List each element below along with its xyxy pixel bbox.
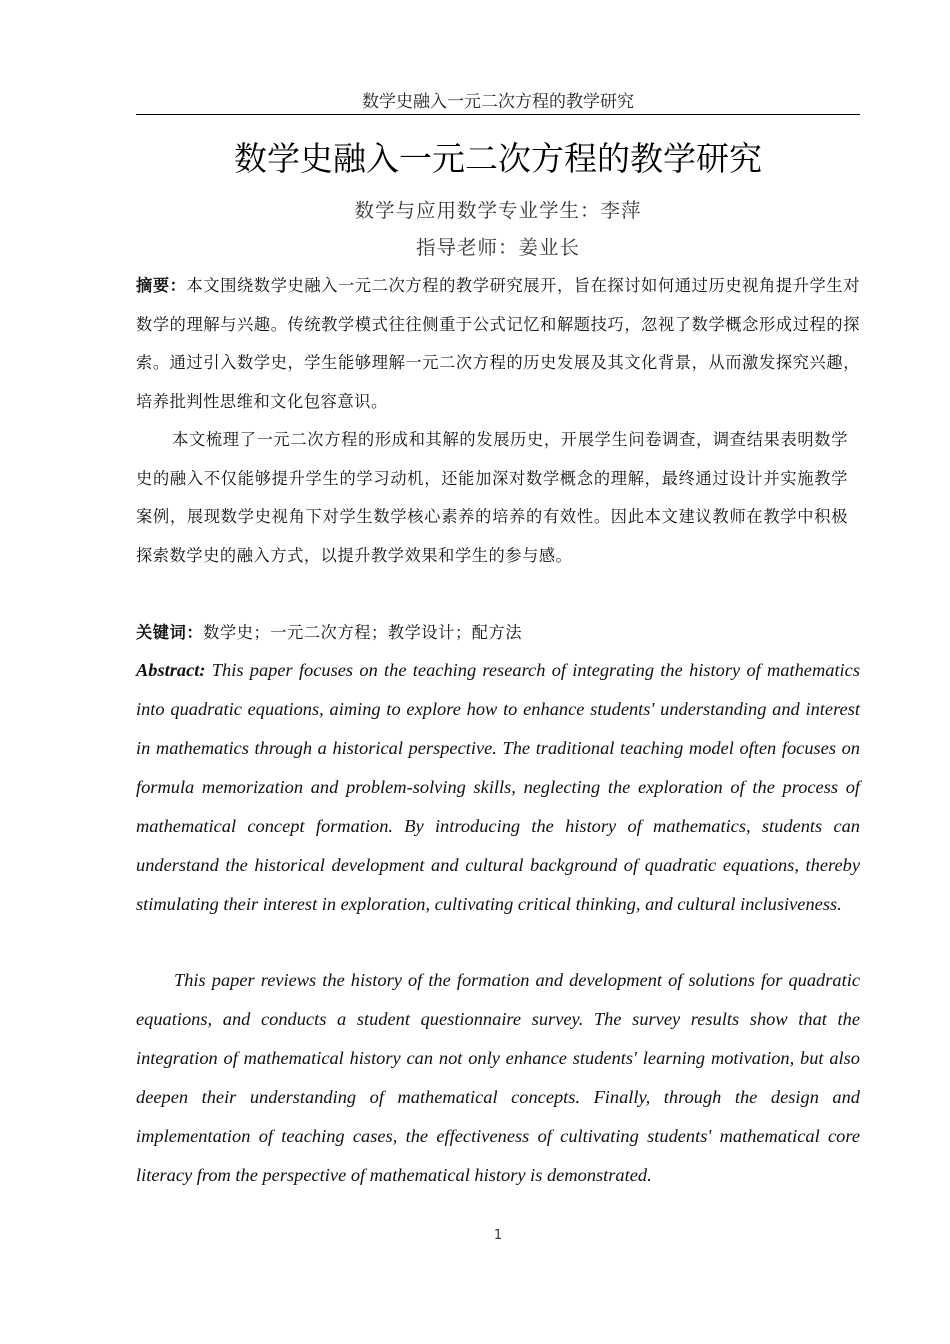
page-title: 数学史融入一元二次方程的教学研究 bbox=[234, 139, 762, 178]
abstract-cn-label: 摘要： bbox=[136, 276, 187, 295]
abstract-cn-text-2: 本文梳理了一元二次方程的形成和其解的发展历史，开展学生问卷调查，调查结果表明数学史的融入不仅能够提升学生的学习动机，还能加深对数学概念的理解，最终通过设计并实施教学案例，展现数学史视角下对学生数学核心素养的培养的有效性。因此本文建议教师在教学中积极探索数学史的融入方式，以提升教学效果和学生的参与感。 bbox=[136, 430, 848, 565]
abstract-cn-paragraph-2 bbox=[136, 421, 848, 575]
page-number: 1 bbox=[493, 1228, 503, 1243]
header-rule bbox=[136, 114, 860, 115]
keywords-line bbox=[136, 614, 860, 653]
abstract-cn-text-1: 本文围绕数学史融入一元二次方程的教学研究展开，旨在探讨如何通过历史视角提升学生对数学的理解与兴趣。传统教学模式往往侧重于公式记忆和解题技巧，忽视了数学概念形成过程的探索。通过引入数学史，学生能够理解一元二次方程的历史发展及其文化背景，从而激发探究兴趣，培养批判性思维和文化包容意识。 bbox=[136, 276, 860, 411]
running-header: 数学史融入一元二次方程的教学研究 bbox=[362, 92, 634, 112]
keywords-label: 关键词： bbox=[136, 623, 204, 642]
abstract-en-paragraph-1 bbox=[136, 651, 860, 924]
abstract-en-text-1: This paper focuses on the teaching research of integrating the history of mathematics into quadratic equations, aiming to explore how to enhance students' understanding and interest in mathematics through a historical perspective. The traditional teaching model often focuses on formula memorization and problem-solving skills, neglecting the exploration of the process of mathematical concept formation. By introducing the history of mathematics, students can understand the historical development and cultural background of quadratic equations, thereby stimulating their interest in exploration, cultivating critical thinking, and cultural inclusiveness. bbox=[136, 660, 860, 914]
abstract-en-text-2: This paper reviews the history of the formation and development of solutions for quadratic equations, and conducts a student questionnaire survey. The survey results show that the integration of mathematical history can not only enhance students' learning motivation, but also deepen their understanding of mathematical concepts. Finally, through the design and implementation of teaching cases, the effectiveness of cultivating students' mathematical core literacy from the perspective of mathematical history is demonstrated. bbox=[136, 970, 860, 1185]
abstract-cn-paragraph-1 bbox=[136, 267, 860, 421]
abstract-en-paragraph-2 bbox=[136, 961, 860, 1195]
abstract-en-label: Abstract: bbox=[136, 660, 206, 680]
keywords-text: 数学史；一元二次方程；教学设计；配方法 bbox=[203, 623, 523, 642]
author-line: 数学与应用数学专业学生：李萍 bbox=[354, 199, 642, 222]
advisor-line: 指导老师：姜业长 bbox=[415, 236, 580, 259]
